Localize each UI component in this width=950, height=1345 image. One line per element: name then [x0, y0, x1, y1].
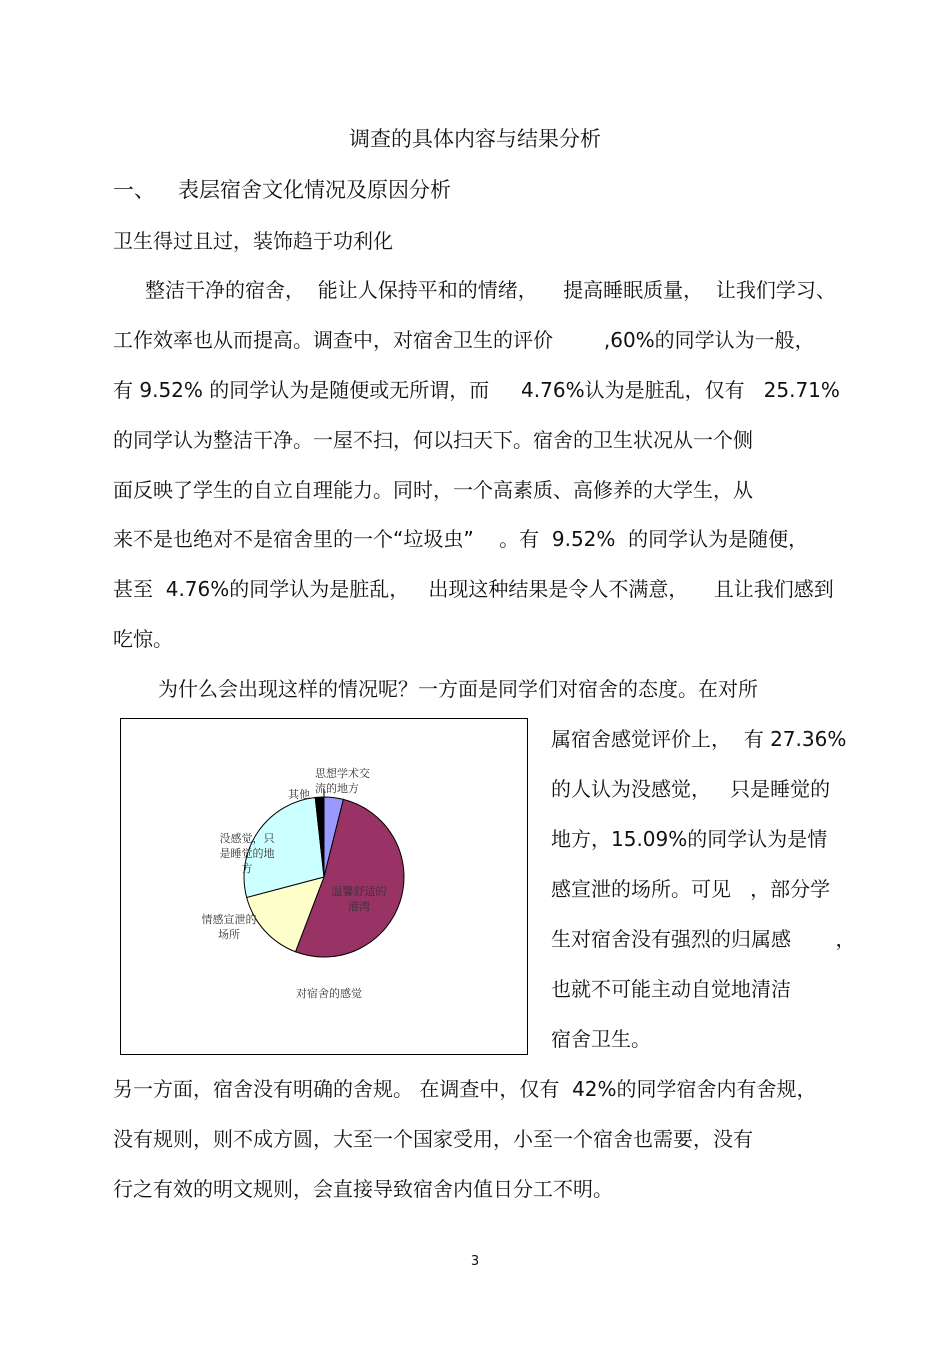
- pie-slice-label: 思想学术交流的地方: [315, 767, 370, 795]
- pie-chart-svg: [121, 719, 527, 1054]
- paragraph-line: 有 9.52% 的同学认为是随便或无所谓，而 4.76%认为是脏乱，仅有 25.71%: [113, 378, 840, 402]
- paragraph-line: 吃惊。: [113, 627, 173, 651]
- paragraph-line: 行之有效的明文规则，会直接导致宿舍内值日分工不明。: [113, 1177, 613, 1201]
- paragraph-line: 属宿舍感觉评价上， 有 27.36%: [551, 727, 847, 751]
- paragraph-line: 的人认为没感觉， 只是睡觉的: [551, 777, 831, 801]
- page-title: 调查的具体内容与结果分析: [349, 127, 601, 151]
- paragraph-line: 工作效率也从而提高。调查中，对宿舍卫生的评价 ,60%的同学认为一般，: [113, 328, 815, 352]
- subheading: 卫生得过且过，装饰趋于功利化: [113, 229, 393, 253]
- paragraph-line: 面反映了学生的自立自理能力。同时，一个高素质、高修养的大学生，从: [113, 478, 753, 502]
- pie-slice-label: 没感觉，只是睡觉的地方: [219, 832, 275, 875]
- paragraph-line: 也就不可能主动自觉地清洁: [551, 977, 791, 1001]
- pie-slice-label: 情感宣泄的场所: [201, 913, 257, 941]
- paragraph-line: 没有规则，则不成方圆，大至一个国家受用，小至一个宿舍也需要，没有: [113, 1127, 753, 1151]
- pie-slice-label: 温馨舒适的港湾: [331, 885, 387, 913]
- paragraph-line: 感宣泄的场所。可见 ，部分学: [551, 877, 831, 901]
- paragraph-line: 生对宿舍没有强烈的归属感 ，: [551, 927, 856, 951]
- section-number: 一、: [113, 178, 155, 202]
- chart-title: 对宿舍的感觉: [296, 987, 362, 1000]
- pie-slice-label: 其他: [288, 788, 310, 801]
- paragraph-line: 宿舍卫生。: [551, 1027, 651, 1051]
- paragraph-line: 为什么会出现这样的情况呢？一方面是同学们对宿舍的态度。在对所: [158, 677, 758, 701]
- section-heading: 表层宿舍文化情况及原因分析: [178, 178, 451, 202]
- paragraph-line: 来不是也绝对不是宿舍里的一个“垃圾虫” 。有 9.52% 的同学认为是随便，: [113, 527, 809, 551]
- paragraph-line: 甚至 4.76%的同学认为是脏乱， 出现这种结果是令人不满意， 且让我们感到: [113, 577, 834, 601]
- pie-chart: [120, 718, 528, 1055]
- page-number: 3: [470, 1254, 480, 1269]
- paragraph-line: 另一方面，宿舍没有明确的舍规。 在调查中，仅有 42%的同学宿舍内有舍规，: [113, 1077, 817, 1101]
- paragraph-line: 地方，15.09%的同学认为是情: [551, 827, 828, 851]
- paragraph-line: 的同学认为整洁干净。一屋不扫，何以扫天下。宿舍的卫生状况从一个侧: [113, 428, 753, 452]
- paragraph-line: 整洁干净的宿舍， 能让人保持平和的情绪， 提高睡眠质量， 让我们学习、: [145, 278, 836, 302]
